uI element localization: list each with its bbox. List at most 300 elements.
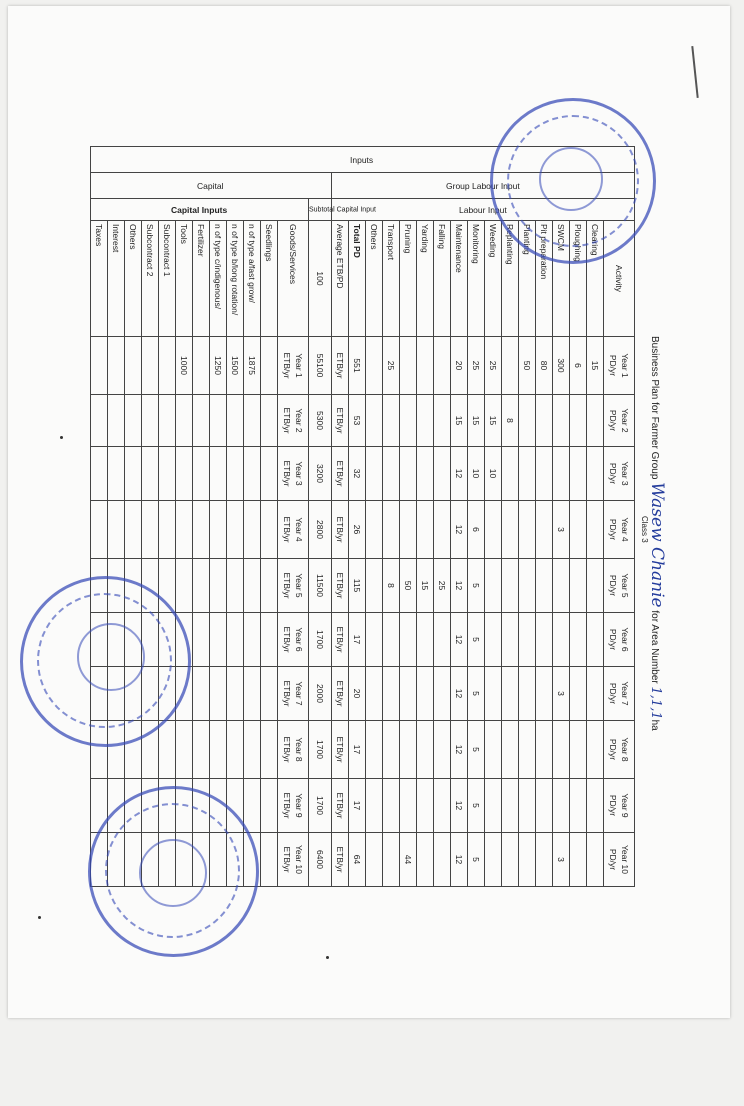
value-cell (244, 779, 261, 833)
capital-row (176, 147, 193, 887)
value-cell (417, 613, 434, 667)
value-cell (383, 667, 400, 721)
year-label: Year 3 (620, 461, 630, 486)
year-header (604, 667, 635, 721)
value-cell (587, 833, 604, 887)
value-cell: ETB/yr (332, 613, 349, 667)
value-cell: 5 (468, 833, 485, 887)
value-cell (400, 501, 417, 559)
value-cell: 551 (349, 337, 366, 395)
value-cell: 5 (468, 667, 485, 721)
capital-row (193, 147, 210, 887)
value-cell (366, 395, 383, 447)
value-cell (261, 833, 278, 887)
value-cell (536, 395, 553, 447)
value-cell: 12 (451, 833, 468, 887)
capital-year-header (278, 395, 309, 447)
value-cell (366, 559, 383, 613)
value-cell (434, 779, 451, 833)
value-cell: 26 (349, 501, 366, 559)
value-cell: ETB/yr (332, 779, 349, 833)
value-cell (434, 667, 451, 721)
value-cell (159, 501, 176, 559)
activity-cell: Transport (383, 221, 400, 337)
value-cell (434, 337, 451, 395)
subtotal-value: 11500 (309, 559, 332, 613)
value-cell (570, 721, 587, 779)
year-label: Year 2 (620, 408, 630, 433)
value-cell: ETB/yr (332, 667, 349, 721)
year-header (604, 721, 635, 779)
capital-year-header (278, 833, 309, 887)
value-cell (570, 613, 587, 667)
value-cell (366, 447, 383, 501)
unit-label: ETB/yr (282, 846, 292, 873)
value-cell (502, 613, 519, 667)
value-cell (417, 395, 434, 447)
subtotal-label: Subtotal Capital Input (309, 199, 332, 221)
value-cell (434, 395, 451, 447)
activity-cell: Planting (519, 221, 536, 337)
value-cell (519, 501, 536, 559)
value-cell: 15 (451, 395, 468, 447)
value-cell (261, 337, 278, 395)
value-cell: 25 (485, 337, 502, 395)
value-cell: 300 (553, 337, 570, 395)
value-cell (125, 501, 142, 559)
capital-year-header (278, 667, 309, 721)
value-cell (400, 337, 417, 395)
unit-label: PD/yr (608, 574, 618, 597)
value-cell: ETB/yr (332, 833, 349, 887)
value-cell: 15 (468, 395, 485, 447)
value-cell: 10 (485, 447, 502, 501)
value-cell: ETB/yr (332, 501, 349, 559)
value-cell: 17 (349, 779, 366, 833)
value-cell: 1250 (210, 337, 227, 395)
value-cell: 20 (451, 337, 468, 395)
value-cell: 15 (417, 559, 434, 613)
unit-label: ETB/yr (282, 680, 292, 707)
labour-row (451, 147, 468, 887)
value-cell (502, 833, 519, 887)
value-cell: 80 (536, 337, 553, 395)
value-cell (383, 501, 400, 559)
value-cell (176, 447, 193, 501)
official-seal-stamp (490, 98, 656, 264)
year-header (604, 613, 635, 667)
value-cell (383, 833, 400, 887)
year-header (604, 501, 635, 559)
unit-label: ETB/yr (282, 516, 292, 543)
value-cell (159, 395, 176, 447)
value-cell (519, 559, 536, 613)
value-cell (142, 395, 159, 447)
capital-item-cell: n of type c/indigenous/ (210, 221, 227, 337)
capital-year-header (278, 721, 309, 779)
value-cell (159, 721, 176, 779)
value-cell (502, 501, 519, 559)
labour-row (519, 147, 536, 887)
value-cell (553, 613, 570, 667)
value-cell (553, 721, 570, 779)
capital-item-cell: Interest (108, 221, 125, 337)
scanned-sheet (8, 6, 730, 1018)
official-seal-stamp (88, 786, 259, 957)
value-cell: 44 (400, 833, 417, 887)
inputs-section-label: Inputs (91, 147, 635, 173)
value-cell: 17 (349, 721, 366, 779)
value-cell (519, 613, 536, 667)
value-cell (434, 501, 451, 559)
value-cell (536, 447, 553, 501)
value-cell (587, 501, 604, 559)
pen-mark (691, 46, 698, 98)
unit-label: PD/yr (608, 462, 618, 485)
capital-inputs-label: Capital Inputs (91, 199, 309, 221)
year-label: Year 2 (294, 408, 304, 433)
value-cell (417, 337, 434, 395)
unit-label: ETB/yr (282, 460, 292, 487)
value-cell (261, 721, 278, 779)
value-cell (570, 779, 587, 833)
activity-cell: Average ETB/PD (332, 221, 349, 337)
value-cell: 12 (451, 779, 468, 833)
activity-cell: Clearing (587, 221, 604, 337)
value-cell (176, 559, 193, 613)
capital-row (210, 147, 227, 887)
unit-label: PD/yr (608, 518, 618, 541)
value-cell (210, 447, 227, 501)
value-cell (485, 559, 502, 613)
value-cell: 32 (349, 447, 366, 501)
page-title (647, 336, 667, 731)
value-cell (261, 559, 278, 613)
year-header (604, 779, 635, 833)
value-cell (502, 447, 519, 501)
value-cell (536, 833, 553, 887)
title-text: Business Plan for Farmer Group (649, 336, 660, 480)
value-cell (227, 667, 244, 721)
value-cell (400, 395, 417, 447)
value-cell (417, 447, 434, 501)
labour-input-label: Labour Input (332, 199, 635, 221)
unit-label: ETB/yr (282, 626, 292, 653)
value-cell: 8 (383, 559, 400, 613)
value-cell: 17 (349, 613, 366, 667)
value-cell (91, 501, 108, 559)
value-cell (502, 779, 519, 833)
value-cell (193, 337, 210, 395)
value-cell (193, 613, 210, 667)
value-cell: ETB/yr (332, 447, 349, 501)
capital-row (91, 147, 108, 887)
value-cell (434, 833, 451, 887)
activity-cell: Total PD (349, 221, 366, 337)
value-cell (587, 613, 604, 667)
value-cell: 12 (451, 447, 468, 501)
value-cell: 6 (570, 337, 587, 395)
value-cell (570, 559, 587, 613)
value-cell (519, 447, 536, 501)
value-cell (91, 447, 108, 501)
value-cell (142, 447, 159, 501)
subtotal-value: 2800 (309, 501, 332, 559)
value-cell (210, 501, 227, 559)
value-cell (553, 779, 570, 833)
value-cell (400, 447, 417, 501)
year-label: Year 5 (294, 573, 304, 598)
labour-row (383, 147, 400, 887)
year-label: Year 6 (294, 627, 304, 652)
capital-item-cell: Fertilizer (193, 221, 210, 337)
capital-row (142, 147, 159, 887)
value-cell: 10 (468, 447, 485, 501)
subtotal-value: 1700 (309, 613, 332, 667)
value-cell: 8 (502, 395, 519, 447)
value-cell (108, 337, 125, 395)
value-cell (227, 447, 244, 501)
year-label: Year 5 (620, 573, 630, 598)
capital-item-cell: Others (125, 221, 142, 337)
value-cell (502, 337, 519, 395)
value-cell (553, 395, 570, 447)
value-cell (366, 613, 383, 667)
capital-row (159, 147, 176, 887)
value-cell (570, 447, 587, 501)
value-cell (536, 779, 553, 833)
year-label: Year 3 (294, 461, 304, 486)
value-cell: ETB/yr (332, 559, 349, 613)
area-label: for Area Number (649, 610, 660, 684)
handwritten-group-name: Wasew Chanie (647, 482, 667, 608)
value-cell (417, 721, 434, 779)
value-cell (519, 833, 536, 887)
handwritten-area-number: 1,1,1 (648, 686, 663, 720)
value-cell (400, 667, 417, 721)
value-cell (519, 779, 536, 833)
value-cell (366, 721, 383, 779)
capital-item-cell: Subcontract 1 (159, 221, 176, 337)
value-cell (210, 667, 227, 721)
labour-row (366, 147, 383, 887)
value-cell: 6 (468, 501, 485, 559)
year-header (604, 833, 635, 887)
labour-row (485, 147, 502, 887)
capital-section-label: Capital (91, 173, 332, 199)
value-cell (570, 395, 587, 447)
value-cell (587, 667, 604, 721)
value-cell (244, 559, 261, 613)
value-cell (434, 613, 451, 667)
subtotal-value: 2000 (309, 667, 332, 721)
value-cell (227, 613, 244, 667)
value-cell (536, 501, 553, 559)
value-cell (400, 613, 417, 667)
value-cell (587, 779, 604, 833)
value-cell (193, 501, 210, 559)
value-cell (536, 667, 553, 721)
value-cell: 50 (400, 559, 417, 613)
value-cell: 5 (468, 721, 485, 779)
value-cell: 20 (349, 667, 366, 721)
value-cell (227, 559, 244, 613)
activity-cell: Falling (434, 221, 451, 337)
value-cell: 12 (451, 559, 468, 613)
value-cell: 53 (349, 395, 366, 447)
value-cell (519, 667, 536, 721)
year-header (604, 395, 635, 447)
value-cell (108, 501, 125, 559)
year-label: Year 10 (620, 845, 630, 874)
value-cell: 3 (553, 501, 570, 559)
unit-label: PD/yr (608, 794, 618, 817)
subtotal-value: 1700 (309, 721, 332, 779)
year-label: Year 9 (620, 793, 630, 818)
value-cell (244, 613, 261, 667)
value-cell: ETB/yr (332, 721, 349, 779)
value-cell (210, 721, 227, 779)
capital-row (261, 147, 278, 887)
value-cell (210, 613, 227, 667)
value-cell (193, 721, 210, 779)
value-cell (261, 613, 278, 667)
value-cell (142, 337, 159, 395)
value-cell: 5 (468, 613, 485, 667)
year-label: Year 1 (620, 353, 630, 378)
value-cell (108, 395, 125, 447)
labour-row (332, 147, 349, 887)
group-labour-section-label: Group Labour Input (332, 173, 635, 199)
unit-label: PD/yr (608, 628, 618, 651)
class-label: Class 3 (640, 516, 649, 543)
value-cell (366, 833, 383, 887)
value-cell: 12 (451, 667, 468, 721)
year-label: Year 8 (294, 737, 304, 762)
value-cell (553, 447, 570, 501)
value-cell: 3 (553, 667, 570, 721)
value-cell: 1500 (227, 337, 244, 395)
activity-cell: Others (366, 221, 383, 337)
year-header (604, 559, 635, 613)
capital-item-cell: Tools (176, 221, 193, 337)
value-cell (383, 447, 400, 501)
value-cell (485, 613, 502, 667)
unit-label: PD/yr (608, 354, 618, 377)
year-label: Year 9 (294, 793, 304, 818)
value-cell (519, 721, 536, 779)
capital-year-header (278, 779, 309, 833)
capital-item-cell: n of type a/fast grow/ (244, 221, 261, 337)
subtotal-value: 3200 (309, 447, 332, 501)
capital-year-header (278, 447, 309, 501)
value-cell: 12 (451, 501, 468, 559)
value-cell (176, 395, 193, 447)
labour-row (434, 147, 451, 887)
subtotal-value: 5300 (309, 395, 332, 447)
labour-row (400, 147, 417, 887)
subtotal-row (309, 147, 332, 887)
value-cell (570, 501, 587, 559)
value-cell (159, 337, 176, 395)
value-cell (502, 667, 519, 721)
capital-year-header (278, 559, 309, 613)
unit-label: PD/yr (608, 409, 618, 432)
capital-year-header (278, 613, 309, 667)
value-cell (244, 395, 261, 447)
value-cell (142, 501, 159, 559)
value-cell (383, 613, 400, 667)
area-unit: ha (649, 719, 660, 731)
value-cell (417, 779, 434, 833)
value-cell (261, 667, 278, 721)
unit-label: ETB/yr (282, 736, 292, 763)
value-cell: 25 (383, 337, 400, 395)
subtotal-value: 1700 (309, 779, 332, 833)
year-header (604, 447, 635, 501)
value-cell (366, 779, 383, 833)
value-cell (417, 501, 434, 559)
unit-label: ETB/yr (282, 352, 292, 379)
value-cell: 25 (434, 559, 451, 613)
value-cell (383, 395, 400, 447)
value-cell: 1875 (244, 337, 261, 395)
subtotal-value: 55100 (309, 337, 332, 395)
value-cell (400, 721, 417, 779)
value-cell: ETB/yr (332, 337, 349, 395)
value-cell (485, 833, 502, 887)
subtotal-rate: 100 (309, 221, 332, 337)
activity-cell: Ploughing (570, 221, 587, 337)
value-cell (193, 667, 210, 721)
value-cell (227, 721, 244, 779)
value-cell (485, 501, 502, 559)
value-cell (91, 395, 108, 447)
capital-row (244, 147, 261, 887)
official-seal-stamp (20, 576, 191, 747)
value-cell: 12 (451, 613, 468, 667)
activity-cell: Yarding (417, 221, 434, 337)
value-cell: 64 (349, 833, 366, 887)
value-cell (125, 337, 142, 395)
value-cell (383, 779, 400, 833)
goods-services-header: Goods/Services (278, 221, 309, 337)
value-cell (261, 501, 278, 559)
value-cell (587, 559, 604, 613)
value-cell (261, 447, 278, 501)
value-cell: 3 (553, 833, 570, 887)
year-label: Year 7 (294, 681, 304, 706)
labour-row (349, 147, 366, 887)
value-cell (159, 447, 176, 501)
value-cell (434, 721, 451, 779)
value-cell (210, 395, 227, 447)
year-label: Year 4 (294, 517, 304, 542)
value-cell (261, 779, 278, 833)
activity-cell: Pit preparation (536, 221, 553, 337)
value-cell (210, 559, 227, 613)
value-cell (227, 395, 244, 447)
value-cell (485, 779, 502, 833)
value-cell (536, 613, 553, 667)
capital-row (227, 147, 244, 887)
value-cell (193, 447, 210, 501)
value-cell: 50 (519, 337, 536, 395)
value-cell (570, 833, 587, 887)
value-cell (125, 447, 142, 501)
value-cell: 15 (587, 337, 604, 395)
value-cell (227, 501, 244, 559)
